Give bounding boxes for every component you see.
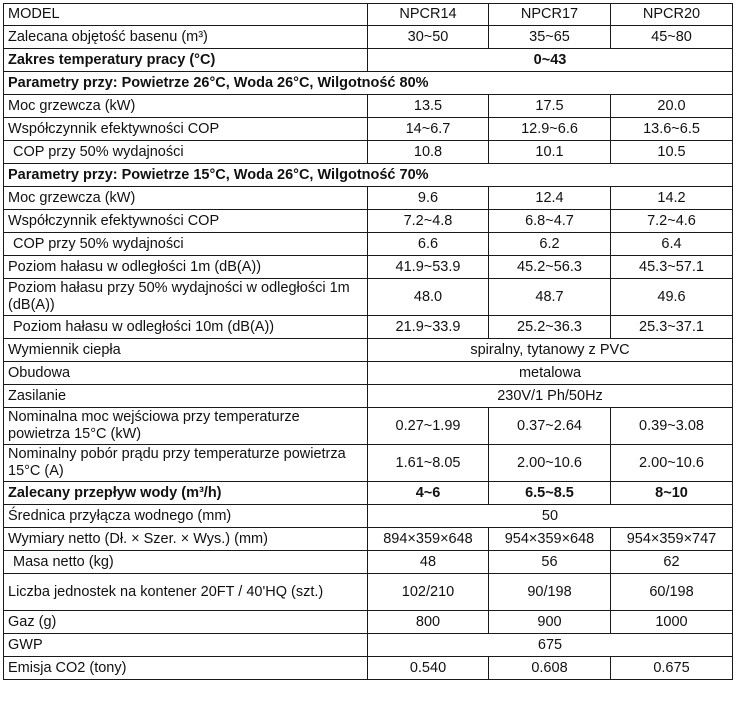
section-heading: Parametry przy: Powietrze 26°C, Woda 26°C, Wilgotność 80% [4, 72, 733, 95]
row-value-npcr20: 20.0 [611, 95, 733, 118]
row-value-npcr20: 8~10 [611, 482, 733, 505]
row-value-npcr14: 41.9~53.9 [368, 256, 489, 279]
row-value-npcr17: 48.7 [489, 279, 611, 316]
row-value-npcr20: 0.675 [611, 657, 733, 680]
row-value-npcr14: 10.8 [368, 141, 489, 164]
row-value-npcr20: 60/198 [611, 574, 733, 611]
row-value-all-models: spiralny, tytanowy z PVC [368, 339, 733, 362]
row-value-npcr20: 62 [611, 551, 733, 574]
row-value-npcr17: 90/198 [489, 574, 611, 611]
row-value-npcr14: 4~6 [368, 482, 489, 505]
row-value-npcr20: 49.6 [611, 279, 733, 316]
header-model-npcr14: NPCR14 [368, 4, 489, 26]
row-value-npcr17: 12.9~6.6 [489, 118, 611, 141]
spec-row [4, 233, 733, 256]
row-value-all-models: 675 [368, 634, 733, 657]
row-value-npcr14: 9.6 [368, 187, 489, 210]
row-value-npcr17: 17.5 [489, 95, 611, 118]
spec-row [4, 187, 733, 210]
row-label: Zalecana objętość basenu (m³) [4, 26, 368, 49]
row-value-npcr14: 894×359×648 [368, 528, 489, 551]
row-label: Współczynnik efektywności COP [4, 118, 368, 141]
row-label: Poziom hałasu w odległości 10m (dB(A)) [4, 316, 368, 339]
spec-row [4, 528, 733, 551]
row-value-npcr20: 45~80 [611, 26, 733, 49]
header-model-label: MODEL [4, 4, 368, 26]
row-value-npcr14: 0.540 [368, 657, 489, 680]
spec-row [4, 482, 733, 505]
row-value-npcr14: 13.5 [368, 95, 489, 118]
row-label: Poziom hałasu przy 50% wydajności w odległości 1m (dB(A)) [4, 279, 368, 316]
spec-row [4, 574, 733, 611]
row-value-npcr14: 14~6.7 [368, 118, 489, 141]
row-label: Poziom hałasu w odległości 1m (dB(A)) [4, 256, 368, 279]
spec-row [4, 26, 733, 49]
spec-row [4, 505, 733, 528]
row-value-npcr14: 48 [368, 551, 489, 574]
row-value-npcr14: 0.27~1.99 [368, 408, 489, 445]
row-value-npcr20: 45.3~57.1 [611, 256, 733, 279]
row-value-npcr17: 6.8~4.7 [489, 210, 611, 233]
spec-row [4, 279, 733, 316]
row-value-npcr17: 6.2 [489, 233, 611, 256]
row-value-npcr17: 45.2~56.3 [489, 256, 611, 279]
row-label: Średnica przyłącza wodnego (mm) [4, 505, 368, 528]
row-label: Moc grzewcza (kW) [4, 187, 368, 210]
row-value-npcr14: 21.9~33.9 [368, 316, 489, 339]
row-label: Gaz (g) [4, 611, 368, 634]
row-label: Współczynnik efektywności COP [4, 210, 368, 233]
row-label: Wymiennik ciepła [4, 339, 368, 362]
row-value-npcr17: 12.4 [489, 187, 611, 210]
spec-row [4, 95, 733, 118]
section-heading: Parametry przy: Powietrze 15°C, Woda 26°C, Wilgotność 70% [4, 164, 733, 187]
row-label: COP przy 50% wydajności [4, 141, 368, 164]
header-row [4, 4, 733, 26]
spec-row [4, 49, 733, 72]
row-value-npcr14: 800 [368, 611, 489, 634]
row-value-npcr20: 0.39~3.08 [611, 408, 733, 445]
row-value-npcr20: 2.00~10.6 [611, 445, 733, 482]
spec-row [4, 256, 733, 279]
spec-row [4, 611, 733, 634]
row-label: Nominalny pobór prądu przy temperaturze powietrza 15°C (A) [4, 445, 368, 482]
row-label: Zakres temperatury pracy (°C) [4, 49, 368, 72]
header-model-npcr20: NPCR20 [611, 4, 733, 26]
row-value-all-models: 230V/1 Ph/50Hz [368, 385, 733, 408]
section-row [4, 164, 733, 187]
spec-row [4, 118, 733, 141]
row-value-all-models: metalowa [368, 362, 733, 385]
header-model-npcr17: NPCR17 [489, 4, 611, 26]
spec-row [4, 408, 733, 445]
row-label: Obudowa [4, 362, 368, 385]
spec-row [4, 362, 733, 385]
row-value-npcr17: 10.1 [489, 141, 611, 164]
row-label: Nominalna moc wejściowa przy temperaturze powietrza 15°C (kW) [4, 408, 368, 445]
row-value-npcr20: 25.3~37.1 [611, 316, 733, 339]
spec-row [4, 551, 733, 574]
row-value-npcr14: 30~50 [368, 26, 489, 49]
row-value-npcr20: 10.5 [611, 141, 733, 164]
row-value-npcr20: 6.4 [611, 233, 733, 256]
row-label: COP przy 50% wydajności [4, 233, 368, 256]
row-value-npcr14: 48.0 [368, 279, 489, 316]
row-value-npcr17: 900 [489, 611, 611, 634]
row-value-npcr20: 13.6~6.5 [611, 118, 733, 141]
row-value-npcr20: 14.2 [611, 187, 733, 210]
specification-table [3, 3, 733, 680]
spec-row [4, 339, 733, 362]
row-value-npcr20: 7.2~4.6 [611, 210, 733, 233]
row-label: Zalecany przepływ wody (m³/h) [4, 482, 368, 505]
row-value-npcr14: 7.2~4.8 [368, 210, 489, 233]
row-label: Masa netto (kg) [4, 551, 368, 574]
spec-row [4, 210, 733, 233]
row-value-all-models: 0~43 [368, 49, 733, 72]
spec-row [4, 634, 733, 657]
spec-row [4, 385, 733, 408]
row-label: Moc grzewcza (kW) [4, 95, 368, 118]
row-value-npcr17: 0.608 [489, 657, 611, 680]
row-value-npcr14: 6.6 [368, 233, 489, 256]
row-value-npcr17: 6.5~8.5 [489, 482, 611, 505]
section-row [4, 72, 733, 95]
spec-row [4, 657, 733, 680]
row-value-npcr17: 2.00~10.6 [489, 445, 611, 482]
row-value-npcr17: 56 [489, 551, 611, 574]
row-value-npcr17: 25.2~36.3 [489, 316, 611, 339]
row-label: GWP [4, 634, 368, 657]
spec-row [4, 141, 733, 164]
row-label: Liczba jednostek na kontener 20FT / 40'HQ (szt.) [4, 574, 368, 611]
row-value-npcr14: 1.61~8.05 [368, 445, 489, 482]
row-value-npcr20: 954×359×747 [611, 528, 733, 551]
row-label: Zasilanie [4, 385, 368, 408]
row-value-all-models: 50 [368, 505, 733, 528]
row-value-npcr20: 1000 [611, 611, 733, 634]
row-label: Wymiary netto (Dł. × Szer. × Wys.) (mm) [4, 528, 368, 551]
row-label: Emisja CO2 (tony) [4, 657, 368, 680]
row-value-npcr17: 954×359×648 [489, 528, 611, 551]
spec-row [4, 316, 733, 339]
row-value-npcr14: 102/210 [368, 574, 489, 611]
spec-row [4, 445, 733, 482]
row-value-npcr17: 35~65 [489, 26, 611, 49]
row-value-npcr17: 0.37~2.64 [489, 408, 611, 445]
specification-table-body [4, 4, 733, 680]
